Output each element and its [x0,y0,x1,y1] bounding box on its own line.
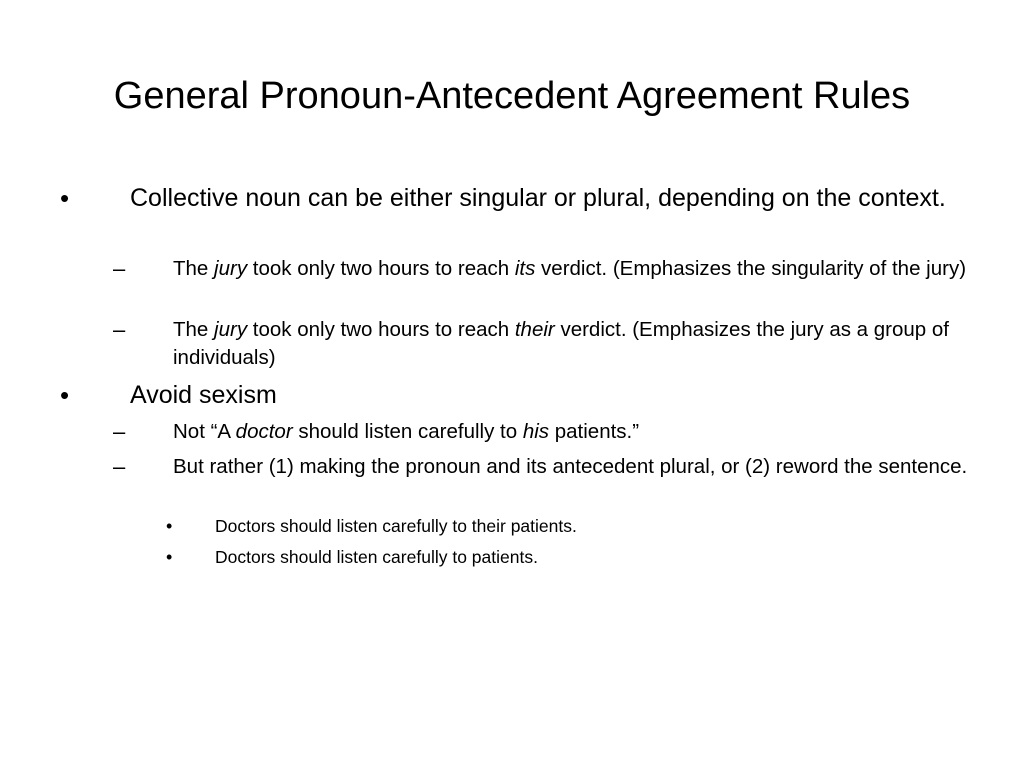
dash-icon: – [113,256,126,281]
sub-bullet-text: But rather (1) making the pronoun and its antecedent plural, or (2) reword the sentence. [173,455,968,478]
sub-bullet-text [173,418,973,446]
bullet-text: Avoid sexism [130,381,277,409]
italic-word: jury [214,257,248,280]
bullet-icon: • [166,516,173,536]
bullet-text: Collective noun can be either singular or plural, depending on the context. [130,184,946,212]
sub-sub-bullet-text: Doctors should listen carefully to patients. [215,547,538,567]
text-run: verdict. (Emphasizes the jury as a group of individuals) [173,318,949,369]
text-run: should listen carefully to [292,420,523,443]
text-run: Not “A [173,420,236,443]
italic-word: jury [214,318,248,341]
slide-title: General Pronoun-Antecedent Agreement Rules [113,75,911,117]
sub-bullet-text [173,316,973,372]
text-run: took only two hours to reach [247,257,515,280]
text-run: patients.” [549,420,640,443]
italic-word: doctor [235,420,293,443]
text-run: The [173,318,215,341]
bullet-icon: • [60,380,70,410]
italic-word: its [514,257,536,280]
italic-word: his [522,420,550,443]
bullet-icon: • [166,547,173,567]
sub-sub-bullet-text: Doctors should listen carefully to their patients. [215,516,577,536]
sub-bullet-text [173,255,973,283]
text-run: verdict. (Emphasizes the singularity of the jury) [535,257,967,280]
dash-icon: – [113,317,126,342]
dash-icon: – [113,419,126,444]
text-run: The [173,257,215,280]
italic-word: their [514,318,555,341]
text-run: took only two hours to reach [247,318,515,341]
dash-icon: – [113,454,126,479]
bullet-icon: • [60,183,70,213]
